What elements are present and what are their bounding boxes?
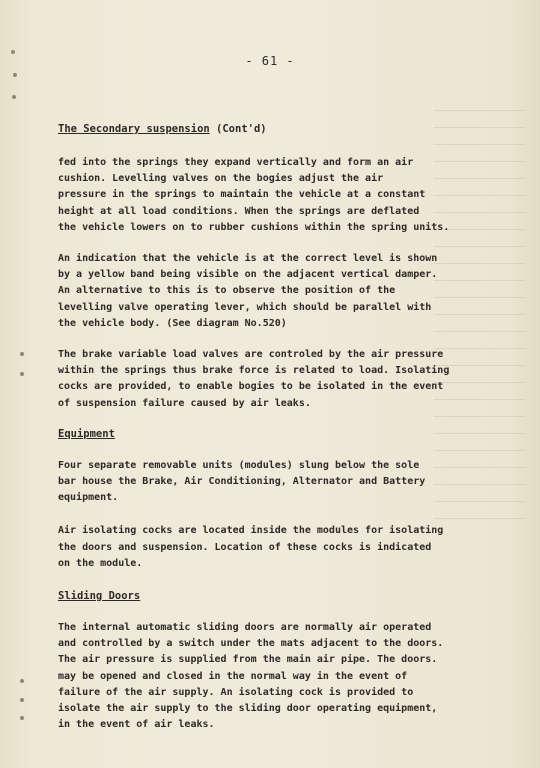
paragraph: [58, 523, 478, 572]
section-heading-sliding-doors: [58, 589, 478, 603]
binding-hole-mark: [12, 95, 16, 99]
text-line: fed into the springs they expand vertically and form an air: [58, 157, 414, 168]
text-line: The internal automatic sliding doors are normally air operated: [58, 622, 432, 634]
paragraph: [58, 458, 478, 507]
text-line: the doors and suspension. Location of these cocks is indicated: [58, 541, 432, 553]
text-line: bar house the Brake, Air Conditioning, Alternator and Battery: [58, 476, 426, 488]
binding-hole-mark: [20, 372, 24, 376]
text-line: cocks are provided, to enable bogies to be isolated in the event: [58, 381, 444, 393]
text-line: height at all load conditions. When the springs are deflated: [58, 205, 420, 217]
binding-hole-mark: [20, 352, 24, 356]
section-heading-text: The Secondary suspension: [58, 123, 210, 135]
paragraph: [58, 620, 478, 733]
paragraph: [58, 155, 478, 236]
section-heading-suffix: (Cont'd): [209, 123, 267, 135]
section-heading-text: Sliding Doors: [58, 590, 141, 603]
text-line: The brake variable load valves are controled by the air pressure: [58, 349, 444, 361]
text-line: Four separate removable units (modules) slung below the sole: [58, 459, 420, 471]
text-line: and controlled by a switch under the mats adjacent to the doors.: [58, 638, 444, 650]
binding-hole-mark: [20, 698, 24, 702]
text-line: pressure in the springs to maintain the vehicle at a constant: [58, 189, 426, 201]
text-line: levelling valve operating lever, which should be parallel with: [58, 301, 432, 313]
document-body: [58, 122, 478, 733]
binding-hole-mark: [20, 716, 24, 720]
text-line: the vehicle body. (See diagram No.520): [58, 317, 287, 329]
text-line: in the event of air leaks.: [58, 719, 215, 731]
page-number: - 61 -: [245, 54, 295, 68]
section-heading-equipment: [58, 427, 478, 441]
text-line: isolate the air supply to the sliding door operating equipment,: [58, 703, 438, 715]
text-line: within the springs thus brake force is related to load. Isolating: [58, 365, 450, 377]
text-line: An alternative to this is to observe the position of the: [58, 285, 396, 297]
text-line: may be opened and closed in the normal way in the event of: [58, 670, 408, 682]
text-line: Air isolating cocks are located inside the modules for isolating: [58, 525, 444, 537]
paragraph: [58, 251, 478, 332]
section-heading-secondary-suspension: [58, 122, 478, 136]
text-line: cushion. Levelling valves on the bogies adjust the air: [58, 173, 384, 185]
binding-hole-mark: [13, 73, 17, 77]
paragraph: [58, 347, 478, 412]
text-line: by a yellow band being visible on the adjacent vertical damper.: [58, 269, 438, 281]
section-heading-text: Equipment: [58, 427, 115, 440]
text-line: failure of the air supply. An isolating cock is provided to: [58, 686, 414, 698]
text-line: the vehicle lowers on to rubber cushions within the spring units.: [58, 221, 450, 233]
text-line: The air pressure is supplied from the main air pipe. The doors.: [58, 654, 438, 666]
text-line: An indication that the vehicle is at the correct level is shown: [58, 253, 438, 265]
text-line: of suspension failure caused by air leaks.: [58, 397, 311, 409]
text-line: on the module.: [58, 557, 143, 569]
binding-hole-mark: [20, 679, 24, 683]
text-line: equipment.: [58, 492, 119, 504]
